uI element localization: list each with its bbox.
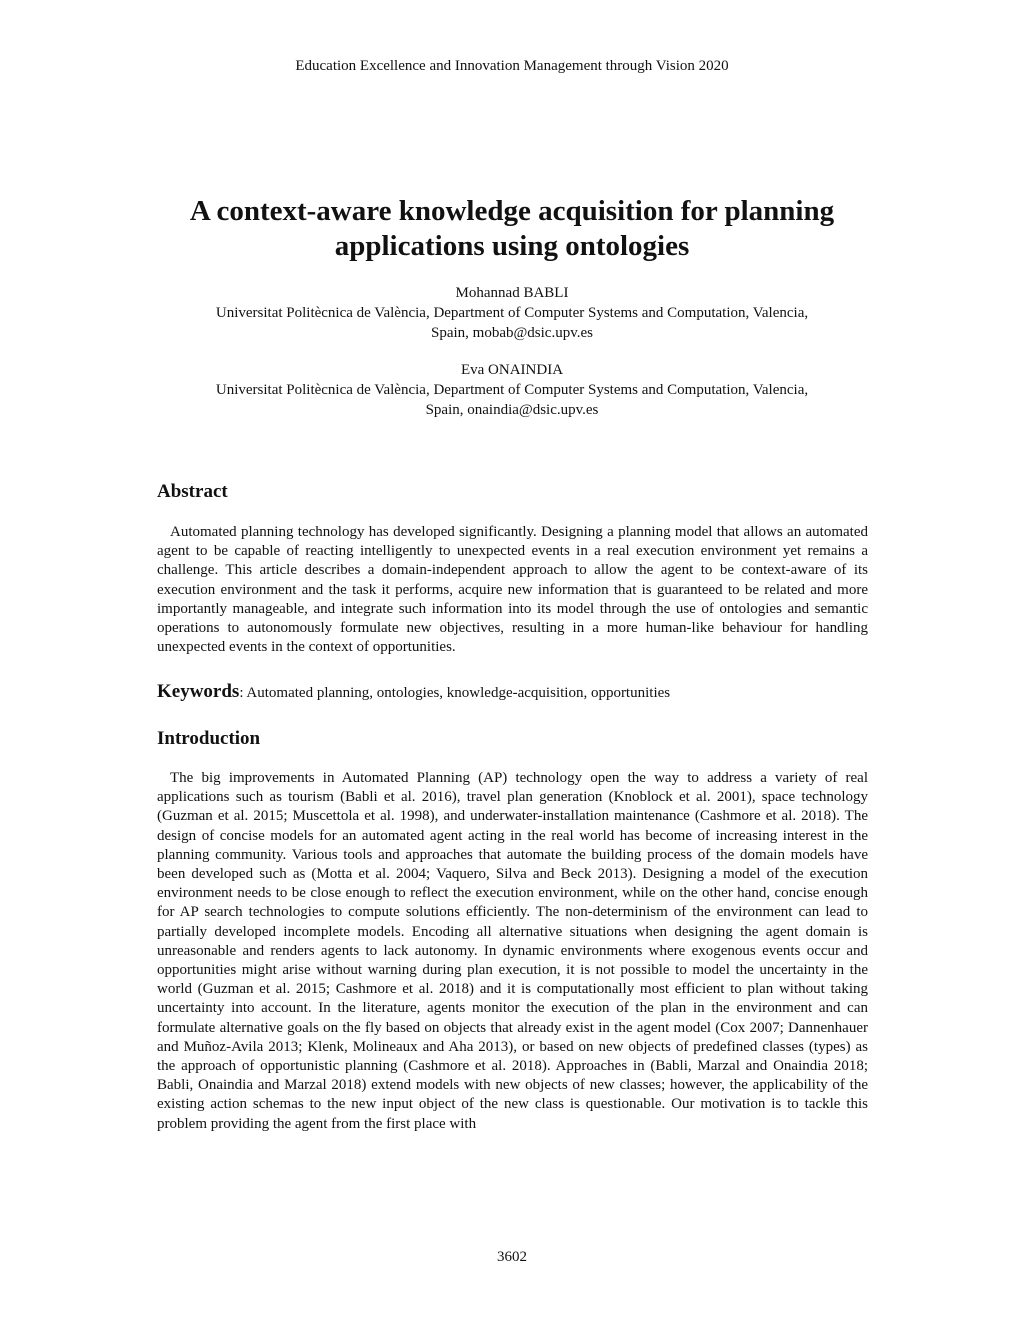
author-affiliation-line-2: Spain, mobab@dsic.upv.es: [431, 325, 593, 341]
paper-title: [140, 194, 884, 264]
running-header: Education Excellence and Innovation Management through Vision 2020: [295, 58, 729, 74]
introduction-heading: Introduction: [157, 728, 261, 749]
author-block-babli: [140, 283, 884, 343]
abstract-text: Automated planning technology has developed significantly. Designing a planning model that allows an automated agent to be capable of reacting intelligently to unexpected events in a real execution environment yet remains a challenge. This article describes a domain-independent approach to allow the agent to be context-aware of its execution environment and the task it performs, acquire new information that is guaranteed to be related and more importantly manageable, and integrate such information into its model through the use of ontologies and semantic operations to autonomously formulate new objectives, resulting in a more human-like behaviour for handling unexpected events in the context of opportunities.: [157, 524, 868, 656]
keywords-line: [157, 681, 868, 704]
author-block-onaindia: [140, 360, 884, 420]
keywords-label: Keywords: [157, 681, 240, 702]
author-name: Mohannad BABLI: [455, 285, 569, 301]
abstract-heading: Abstract: [157, 481, 228, 502]
paper-title-line-1: A context-aware knowledge acquisition for planning: [189, 195, 835, 227]
keywords-text: : Automated planning, ontologies, knowledge-acquisition, opportunities: [239, 685, 671, 701]
introduction-text: The big improvements in Automated Planning (AP) technology open the way to address a variety of real applications such as tourism (Babli et al. 2016), travel plan generation (Knoblock et al. 2001), space technology (Guzman et al. 2015; Muscettola et al. 1998), and underwater-installation maintenance (Cashmore et al. 2018). The design of concise models for an automated agent acting in the real world has become of increasing interest in the planning community. Various tools and approaches that automate the building process of the domain models have been developed such as (Motta et al. 2004; Vaquero, Silva and Beck 2013). Designing a model of the execution environment needs to be close enough to reflect the execution environment, while on the other hand, concise enough for AP search technologies to compute solutions efficiently. The non-determinism of the environment can lead to partially developed incomplete models. Encoding all alternative situations when designing the agent domain is unreasonable and renders agents to lack autonomy. In dynamic environments where exogenous events occur and opportunities might arise without warning during plan execution, it is not possible to model the uncertainty in the world (Guzman et al. 2015; Cashmore et al. 2018) and it is computationally most efficient to plan without taking uncertainty into account. In the literature, agents monitor the execution of the plan in the environment and can formulate alternative goals on the fly based on objects that already exist in the agent model (Cox 2007; Dannenhauer and Muñoz-Avila 2013; Klenk, Molineaux and Aha 2013), or based on new objects of predefined classes (types) as the approach of opportunistic planning (Cashmore et al. 2018). Approaches in (Babli, Marzal and Onaindia 2018; Babli, Onaindia and Marzal 2018) extend models with new objects of new classes; however, the applicability of the existing action schemas to the new input object of the new class is questionable. Our motivation is to tackle this problem providing the agent from the first place with: [157, 770, 868, 1132]
page-number: 3602: [497, 1249, 527, 1265]
author-affiliation-line-1: Universitat Politècnica de València, Department of Computer Systems and Computation, Valencia,: [215, 382, 809, 398]
paper-title-line-2: applications using ontologies: [334, 230, 690, 262]
author-affiliation-line-1: Universitat Politècnica de València, Department of Computer Systems and Computation, Valencia,: [215, 305, 809, 321]
author-name: Eva ONAINDIA: [460, 362, 564, 378]
author-affiliation-line-2: Spain, onaindia@dsic.upv.es: [425, 402, 599, 418]
